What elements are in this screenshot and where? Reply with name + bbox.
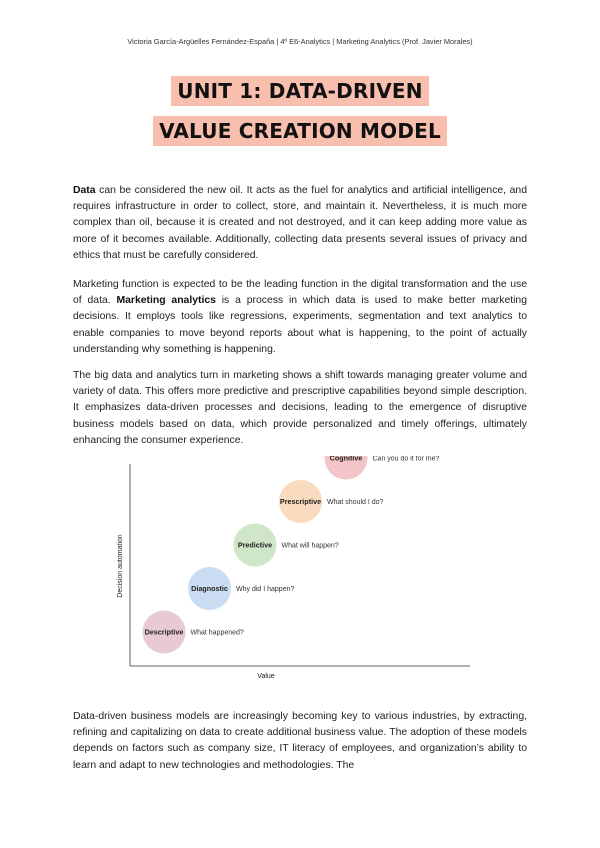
- x-axis-label: Value: [257, 673, 275, 680]
- document-header: Victoria García-Argüelles Fernández-España | 4º E6-Analytics | Marketing Analytics (Prof. Javier Morales): [127, 37, 473, 46]
- stage-label-cognitive: Cognitive: [329, 456, 363, 463]
- stage-question-diagnostic: Why did I happen?: [236, 586, 295, 593]
- title-line-2-block: [0, 116, 600, 146]
- title-line-1-block: [0, 76, 600, 106]
- stage-question-predictive: What will happen?: [281, 542, 339, 550]
- paragraph-1-bold-term: Data: [73, 185, 96, 196]
- paragraph-data-oil: [73, 183, 527, 264]
- page-title-line-1: UNIT 1: DATA-DRIVEN: [171, 76, 428, 106]
- stage-question-prescriptive: What should I do?: [327, 499, 384, 506]
- stage-question-cognitive: Can you do it for me?: [372, 456, 440, 463]
- paragraph-marketing-analytics: [73, 277, 527, 358]
- paragraph-2-bold-term: Marketing analytics: [116, 295, 216, 307]
- stages-group: [143, 456, 440, 654]
- stage-label-predictive: Predictive: [237, 540, 273, 550]
- stage-question-descriptive: What happened?: [190, 629, 244, 637]
- paragraph-1-text: can be considered the new oil. It acts as the fuel for analytics and artificial intelligence, and requires infrastructure in order to collect, store, and maintain it. Nevertheless, it is much more complex than oil, because it is created and not destroyed, and it can keep adding more value as more of it becomes available. Additionally, collecting data presents several issues of privacy and ethics that must be carefully considered.: [73, 185, 527, 261]
- y-axis-label: Decision automation: [117, 534, 124, 598]
- analytics-maturity-diagram: [108, 456, 488, 688]
- paragraph-2-text-before: Marketing function is expected to be the leading function in the digital transformation and the use of data.: [73, 279, 527, 307]
- paragraph-big-data-turn: The big data and analytics turn in marketing shows a shift towards managing greater volume and variety of data. This offers more predictive and prescriptive capabilities beyond simple description. It emphasizes data-driven processes and decisions, leading to the emergence of disruptive business models based on data, which provide personalized and timely offerings, ultimately enhancing the consumer experience.: [73, 370, 527, 446]
- stage-label-prescriptive: Prescriptive: [279, 497, 322, 506]
- stage-label-descriptive: Descriptive: [144, 627, 184, 637]
- page-title-line-2: VALUE CREATION MODEL: [153, 116, 447, 146]
- paragraph-data-driven-business-models: Data-driven business models are increasingly becoming key to various industries, by extracting, refining and capitalizing on data to create additional business value. The adoption of these models depends on factors such as company size, IT literacy of employees, and organization’s ability to learn and adapt to new technologies and methodologies. The: [73, 711, 527, 771]
- stage-label-diagnostic: Diagnostic: [191, 584, 228, 593]
- paragraph-2-text-after: is a process in which data is used to make better marketing decisions. It employs tools like regressions, experiments, segmentation and text analytics to enable companies to move beyond reports about what is happening, to the point of actually understanding why something is happening.: [73, 295, 527, 355]
